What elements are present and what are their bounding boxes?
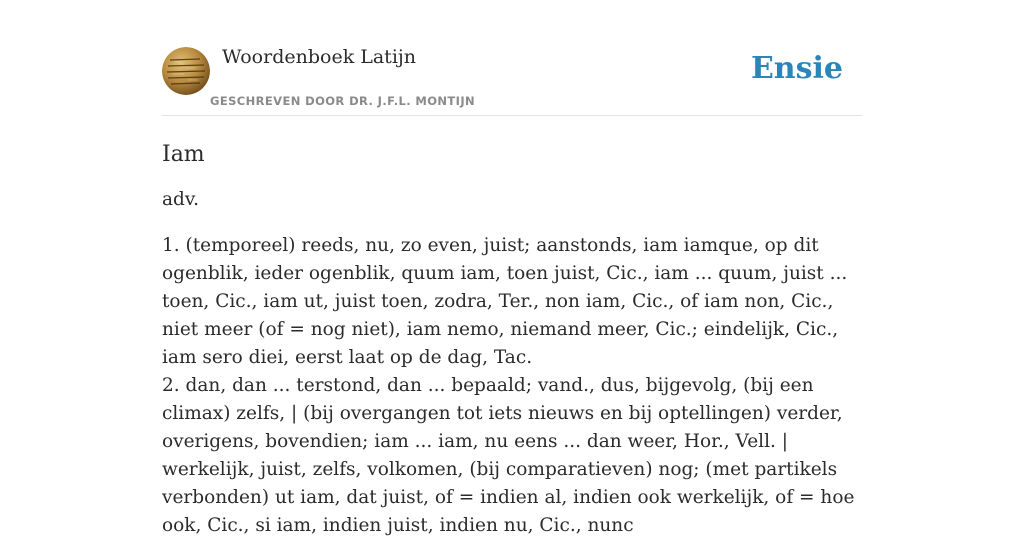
entry-title: Iam xyxy=(162,142,205,167)
site-title[interactable]: Woordenboek Latijn xyxy=(222,46,417,68)
page xyxy=(162,0,862,540)
site-header xyxy=(162,0,862,116)
definition-sense: 2. dan, dan ... terstond, dan ... bepaald; vand., dus, bijgevolg, (bij een climax) zelfs, | (bij overgangen tot iets nieuws en bij optellingen) verder, overigens, bovendien; iam ... iam, nu eens ... dan weer, Hor., Vell. | werkelijk, juist, zelfs, volkomen, (bij comparatieven) nog; (met partikels verbonden) ut iam, dat juist, of = indien al, indien ook werkelijk, of = hoe ook, Cic., si iam, indien juist, indien nu, Cic., nunc xyxy=(162,375,855,536)
definition-body xyxy=(162,232,862,540)
coin-inscription-icon[interactable] xyxy=(162,47,210,95)
definition-sense: 1. (temporeel) reeds, nu, zo even, juist; aanstonds, iam iamque, op dit ogenblik, ieder ogenblik, quum iam, toen juist, Cic., iam ... quum, juist ... toen, Cic., iam ut, juist toen, zodra, Ter., non iam, Cic., of iam non, Cic., niet meer (of = nog niet), iam nemo, niemand meer, Cic.; eindelijk, Cic., iam sero diei, eerst laat op de dag, Tac. xyxy=(162,235,848,368)
author-byline: GESCHREVEN DOOR DR. J.F.L. MONTIJN xyxy=(210,94,476,108)
part-of-speech: adv. xyxy=(162,189,200,210)
brand-logo-link[interactable]: Ensie xyxy=(750,51,843,86)
